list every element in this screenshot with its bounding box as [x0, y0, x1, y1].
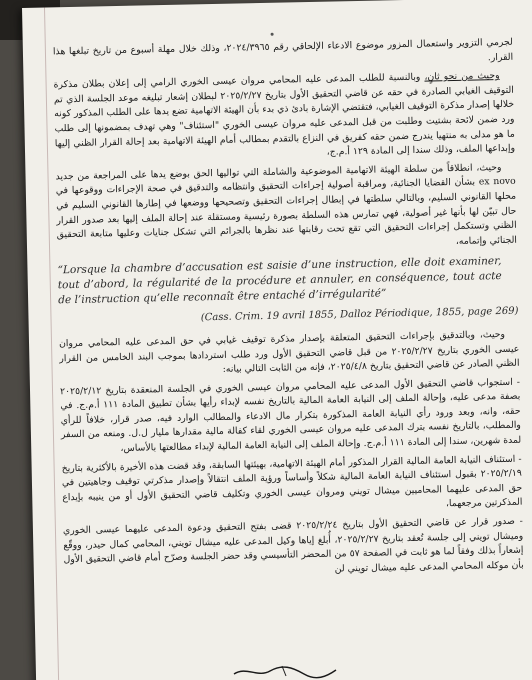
- list-item: - صدور قرار عن قاضي التحقيق الأول بتاريخ ٢٠٢٥/٢/٢٤ قضى بفتح التحقيق ودعوة المدعى عليهما عيسى الخوري وميشال تويني إلى جلسة تُعقد بتاريخ ٢٠٢٥/٢/٢٧، أُبلغ إياها وكيل المدعى عليه ميشال تويني، المحامي كمال حيدر، ووقّع إشعاراً بذلك وفقاً لما هو ثابت في الصفحة ٥٧ من المحضر التأسيسي وقد حضر الجلسة وصرّح أمام قاضي التحقيق الأول بأن موكله المحامي المدعى عليه ميشال تويني لن: [62, 515, 524, 575]
- formal-text: وبالنسبة للطلب المدعى عليه المحامي مروان عيسى الخوري الرامي إلى إعلان بطلان مذكرة التوقيف الغيابي الصادرة في حقه عن قاضي التحقيق الأول بتاريخ ٢٠٢٥/٢/٢٧ لبطلان إشعار تبليغه موعد الجلسة الذي تم خلالها إصدار مذكرة التوقيف الغيابي، فتقتضي الإشارة بادئ ذي بدء بأن الهيئة الاتهامية تضع يدها على الطلب المذكور كونه ورد ضمن لائحة بشتيت وطلبت من قبل المدعى عليه مروان عيسى الخوري "استئناف" وهي تهدف بمضمونها إلى طلب ما هو مدلى به منتهيا يندرج ضمن حقه كفريق في النزاع بالتقدم بمطالب أمام الهيئة الاتهامية بعد إحالة القرار الظني إليها وإبداعها الملف، وذلك سندا إلى المادة ١٢٩ أ.م.ج،: [53, 71, 516, 158]
- intro-paragraph: لجرمي التزوير واستعمال المزور موضوع الادعاء الإلحاقي رقم ٢٠٢٤/٣٩٦٥، وذلك خلال مهلة أسبوع من تاريخ تبلغها هذا القرار.: [52, 36, 514, 63]
- review-paragraph: وحيث، وبالتدقيق بإجراءات التحقيق المتعلقة بإصدار مذكرة توقيف غيابي في حق المدعى عليه المحامي مروان عيسى الخوري بتاريخ ٢٠٢٥/٢/٢٧ من قبل قاضي التحقيق الأول ورد طلب استردادها بموجب البند الخامس من القرار الظني الصادر عن قاضي التحقيق بتاريخ ٢٠٢٥/٤/٨، فإنه من الثابت التالي بيانه:: [58, 328, 520, 375]
- case-citation: (Cass. Crim. 19 avril 1855, Dalloz Périodique, 1855, page 269): [200, 305, 519, 324]
- list-item: - استجواب قاضي التحقيق الأول المدعى عليه المحامي مروان عيسى الخوري في الجلسة المنعقدة بتاريخ ٢٠٢٥/٢/١٢ بصفة مدعى عليه، وإحالة الملف إلى النيابة العامة المالية بالتاريخ نفسه لإبداء رأيها بشأن تطبيق المادة ١١١ أ.م.ج. في حقه، وانه، وبعد ورود رأي النيابة العامة المذكورة بتكرار مال الادعاء والمطالب الوارد فيه، صدر قرار، خلافاً للرأي والمطلب، بالتاريخ نفسه بترك المدعى عليه مروان عيسى الخوري لقاء كفالة مالية مقدارها مليار ل.ل. ومنعه من السفر لمدة شهرين، سندا إلى المادة ١١١ أ.م.ج. وإحالة الملف إلى النيابة العامة المالية لإبداء مطالعتها بالأساس،: [59, 376, 522, 455]
- handwritten-signature: [230, 664, 340, 680]
- staple-mark: [271, 33, 274, 36]
- powers-paragraph: وحيث، انطلاقاً من سلطة الهيئة الاتهامية الموضوعية والشاملة التي تواليها الحق بوضع يدها على المراجعة من جديد ex novo بشأن القضايا الجنائية، ومراقبة أصولية إجراءات التحقيق وانتظامه والتدقيق في صحة الإجراءات ووقوعها في محلها القانوني السليم، وبالتالي سلطتها في إبطال إجراءات التحقيق وتصحيحها ووضعها في إطارها القانوني السليم في حال تبيّن لها بأنها غير أصولية، فهي تمارس هذه السلطة بصورة رئيسية ومستقلة عند إحالة الملف إليها بعد صدور القرار الظني وتستكمل إجراءات التحقيق التي تقع تحت رقابتها عند نظرها بالجرائم التي تشكل جنايات وعليها متابعة التحقيق الجنائي وإتمامه،: [55, 161, 518, 247]
- list-item: - استئناف النيابة العامة المالية القرار المذكور أمام الهيئة الاتهامية، بهيئتها السابقة، وقد قضت هذه الأخيرة بالأكثرية بتاريخ ٢٠٢٥/٢/١٩ بقبول استئناف النيابة العامة المالية شكلاً وأساساً ورؤية الملف انتقالاً وإصدار مذكرتي توقيف وجاهيتين في حق المدعى عليهما المحاميين ميشال تويني ومروان عيسى الخوري وتكليف قاضي التحقيق الأول أو من ينيبه بإيداع المذكرتين مرجعهما،: [61, 453, 523, 510]
- formal-paragraph: [53, 69, 515, 166]
- document-body: [53, 36, 524, 587]
- french-quote: “Lorsque la chambre d’accusation est saisie d’une instruction, elle doit examiner, tout d’abord, la régularité de la procédure et annuler, en conséquence, tout acte de l’instruction qu’elle reconnaît être entaché d’irrégularité”: [57, 255, 502, 307]
- document-page: [22, 0, 532, 680]
- formal-heading: وحيث من نحو ثانٍ،: [424, 70, 500, 83]
